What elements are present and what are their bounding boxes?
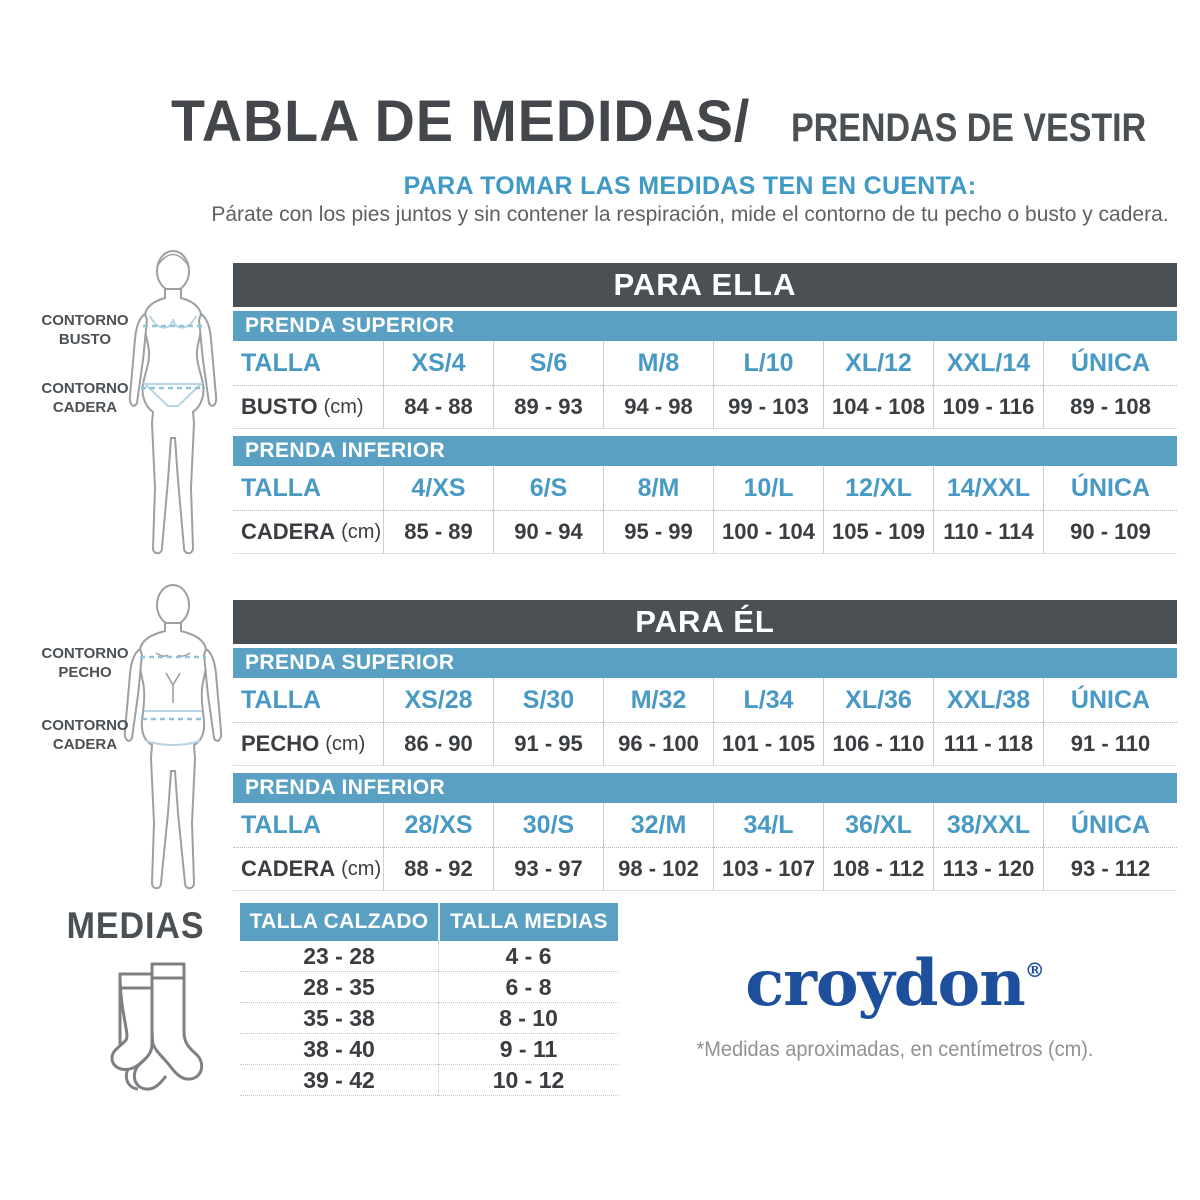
- value-cell: 88 - 92: [383, 848, 493, 891]
- size-cell: L/34: [713, 678, 823, 723]
- value-cell: 89 - 93: [493, 386, 603, 429]
- measure-label: BUSTO (cm): [233, 386, 383, 429]
- talla-label: TALLA: [233, 466, 383, 511]
- measure-instructions-heading: PARA TOMAR LAS MEDIDAS TEN EN CUENTA:: [403, 172, 977, 200]
- socks-size-table: [240, 903, 618, 1096]
- table-row: [240, 972, 618, 1003]
- sizes-row: [233, 678, 1177, 723]
- table-para-ella: [233, 263, 1177, 554]
- value-cell: 95 - 99: [603, 511, 713, 554]
- value-cell: 113 - 120: [933, 848, 1043, 891]
- sizes-row: [233, 341, 1177, 386]
- size-cell: 8/M: [603, 466, 713, 511]
- size-cell: S/6: [493, 341, 603, 386]
- value-cell: 39 - 42: [240, 1065, 438, 1096]
- talla-label: TALLA: [233, 678, 383, 723]
- value-cell: 104 - 108: [823, 386, 933, 429]
- column-header-talla-medias: TALLA MEDIAS: [438, 903, 618, 941]
- section-bar-prenda-superior: PRENDA SUPERIOR: [233, 648, 1177, 678]
- values-row: [233, 723, 1177, 766]
- measurements-footnote: *Medidas aproximadas, en centímetros (cm).: [696, 1038, 1094, 1061]
- value-cell: 109 - 116: [933, 386, 1043, 429]
- medias-heading: MEDIAS: [66, 905, 205, 946]
- socks-icon: [90, 952, 214, 1100]
- male-chest-label: CONTORNO PECHO: [41, 645, 129, 681]
- value-cell: 23 - 28: [240, 941, 438, 972]
- table-row: [240, 1034, 618, 1065]
- value-cell: 96 - 100: [603, 723, 713, 766]
- value-cell: 98 - 102: [603, 848, 713, 891]
- socks-table-header: [240, 903, 618, 941]
- size-cell: XS/4: [383, 341, 493, 386]
- size-cell: ÚNICA: [1043, 341, 1177, 386]
- size-cell: 14/XXL: [933, 466, 1043, 511]
- size-cell: S/30: [493, 678, 603, 723]
- size-cell: XXL/38: [933, 678, 1043, 723]
- size-cell: 30/S: [493, 803, 603, 848]
- section-bar-prenda-inferior: PRENDA INFERIOR: [233, 773, 1177, 803]
- sizes-row: [233, 466, 1177, 511]
- value-cell: 94 - 98: [603, 386, 713, 429]
- size-cell: XL/36: [823, 678, 933, 723]
- size-cell: 4/XS: [383, 466, 493, 511]
- section-bar-prenda-inferior: PRENDA INFERIOR: [233, 436, 1177, 466]
- value-cell: 85 - 89: [383, 511, 493, 554]
- page-title: [60, 88, 1200, 155]
- talla-label: TALLA: [233, 803, 383, 848]
- talla-label: TALLA: [233, 341, 383, 386]
- values-row: [233, 511, 1177, 554]
- size-cell: 10/L: [713, 466, 823, 511]
- value-cell: 108 - 112: [823, 848, 933, 891]
- values-row: [233, 386, 1177, 429]
- value-cell: 6 - 8: [438, 972, 618, 1003]
- table-row: [240, 1065, 618, 1096]
- size-cell: XXL/14: [933, 341, 1043, 386]
- value-cell: 86 - 90: [383, 723, 493, 766]
- size-cell: XL/12: [823, 341, 933, 386]
- measure-label: CADERA (cm): [233, 848, 383, 891]
- size-cell: 12/XL: [823, 466, 933, 511]
- table-header-para-el: PARA ÉL: [233, 600, 1177, 644]
- measure-instructions-text: Párate con los pies juntos y sin contener la respiración, mide el contorno de tu pecho o busto y cadera.: [211, 203, 1169, 226]
- size-cell: L/10: [713, 341, 823, 386]
- page-title-sub: PRENDAS DE VESTIR: [790, 106, 1146, 150]
- male-hip-label: CONTORNO CADERA: [41, 717, 129, 753]
- registered-mark: ®: [1024, 958, 1045, 982]
- size-cell: XS/28: [383, 678, 493, 723]
- value-cell: 89 - 108: [1043, 386, 1177, 429]
- value-cell: 38 - 40: [240, 1034, 438, 1065]
- size-cell: 28/XS: [383, 803, 493, 848]
- female-hip-label: CONTORNO CADERA: [41, 380, 129, 416]
- sizes-row: [233, 803, 1177, 848]
- page-title-main: TABLA DE MEDIDAS/: [171, 89, 751, 154]
- value-cell: 101 - 105: [713, 723, 823, 766]
- value-cell: 103 - 107: [713, 848, 823, 891]
- value-cell: 99 - 103: [713, 386, 823, 429]
- size-cell: ÚNICA: [1043, 803, 1177, 848]
- value-cell: 105 - 109: [823, 511, 933, 554]
- table-header-para-ella: PARA ELLA: [233, 263, 1177, 307]
- value-cell: 93 - 112: [1043, 848, 1177, 891]
- value-cell: 10 - 12: [438, 1065, 618, 1096]
- size-cell: 32/M: [603, 803, 713, 848]
- value-cell: 8 - 10: [438, 1003, 618, 1034]
- value-cell: 9 - 11: [438, 1034, 618, 1065]
- measure-label: CADERA (cm): [233, 511, 383, 554]
- size-cell: 36/XL: [823, 803, 933, 848]
- table-para-el: [233, 600, 1177, 891]
- size-cell: M/8: [603, 341, 713, 386]
- value-cell: 35 - 38: [240, 1003, 438, 1034]
- column-header-talla-calzado: TALLA CALZADO: [249, 910, 429, 933]
- measure-label: PECHO (cm): [233, 723, 383, 766]
- size-cell: M/32: [603, 678, 713, 723]
- value-cell: 106 - 110: [823, 723, 933, 766]
- value-cell: 110 - 114: [933, 511, 1043, 554]
- value-cell: 90 - 109: [1043, 511, 1177, 554]
- size-cell: 6/S: [493, 466, 603, 511]
- value-cell: 93 - 97: [493, 848, 603, 891]
- value-cell: 28 - 35: [240, 972, 438, 1003]
- size-cell: 34/L: [713, 803, 823, 848]
- size-cell: 38/XXL: [933, 803, 1043, 848]
- values-row: [233, 848, 1177, 891]
- value-cell: 84 - 88: [383, 386, 493, 429]
- female-bust-label: CONTORNO BUSTO: [41, 312, 129, 348]
- value-cell: 90 - 94: [493, 511, 603, 554]
- value-cell: 100 - 104: [713, 511, 823, 554]
- value-cell: 111 - 118: [933, 723, 1043, 766]
- brand-logo: croydon®: [745, 946, 1045, 1021]
- value-cell: 91 - 110: [1043, 723, 1177, 766]
- value-cell: 4 - 6: [438, 941, 618, 972]
- size-cell: ÚNICA: [1043, 466, 1177, 511]
- table-row: [240, 941, 618, 972]
- table-row: [240, 1003, 618, 1034]
- value-cell: 91 - 95: [493, 723, 603, 766]
- section-bar-prenda-superior: PRENDA SUPERIOR: [233, 311, 1177, 341]
- size-cell: ÚNICA: [1043, 678, 1177, 723]
